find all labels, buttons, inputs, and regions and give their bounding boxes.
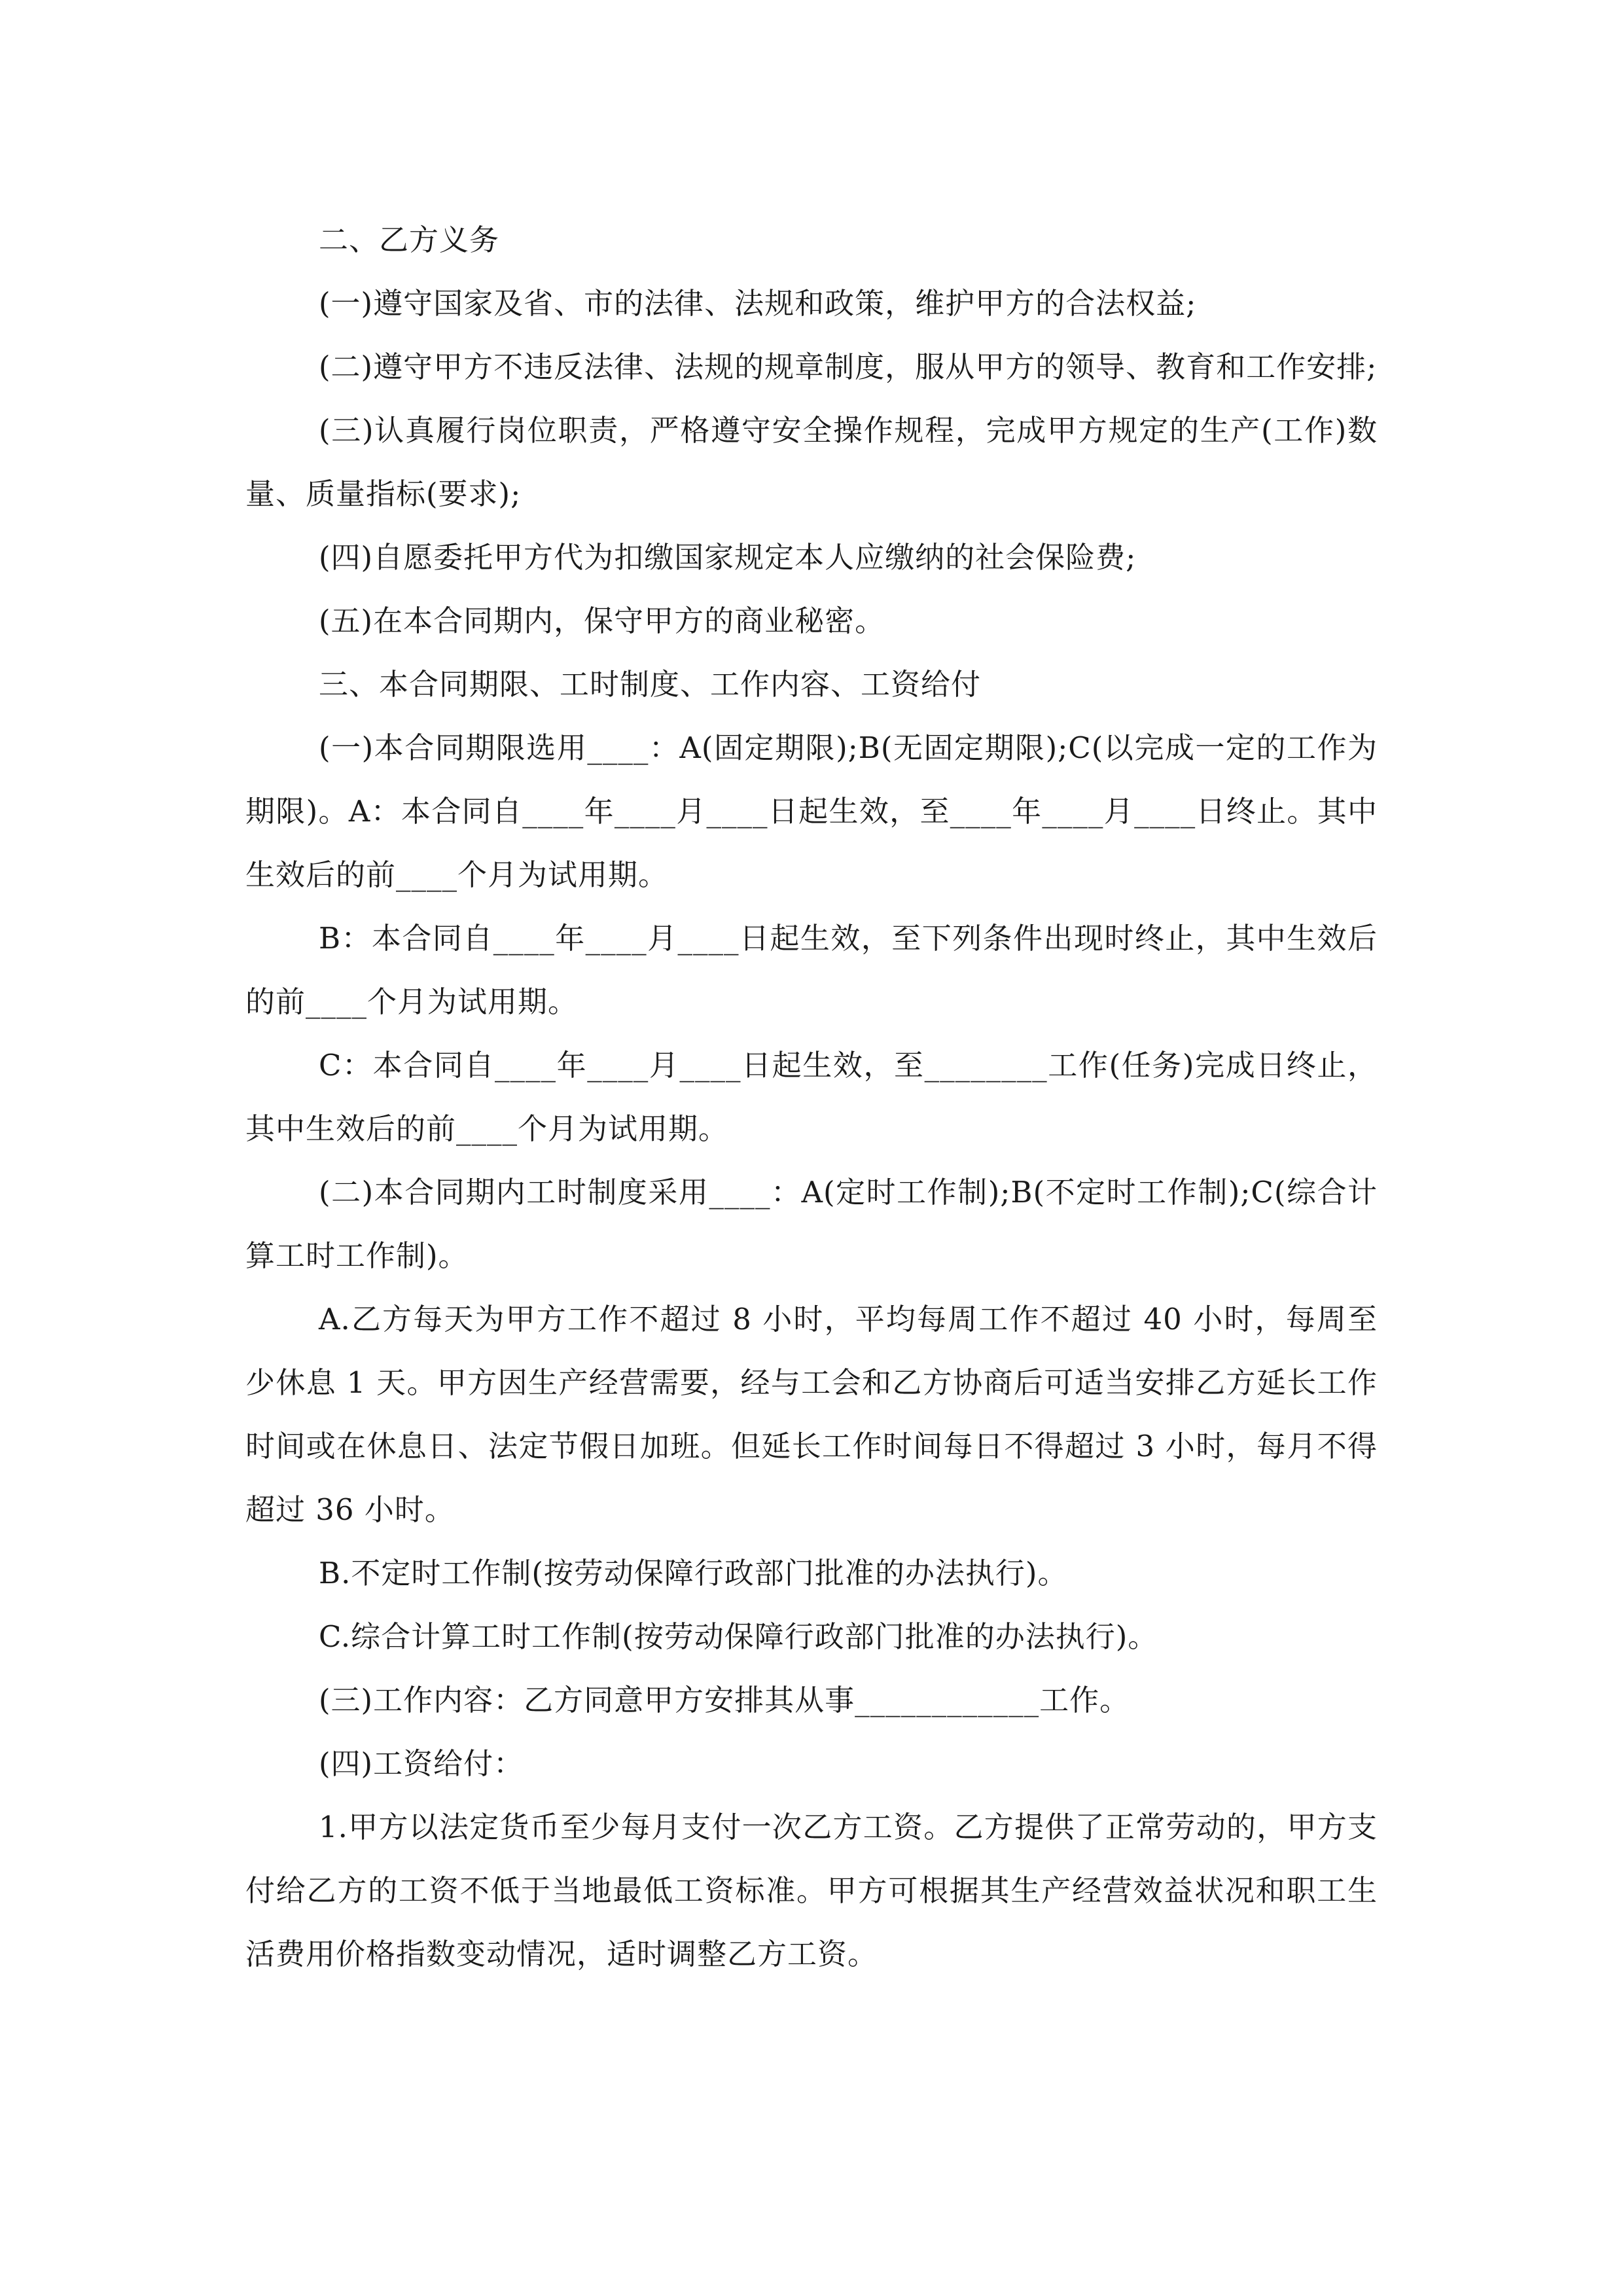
- contract-term-option-c: C：本合同自____年____月____日起生效，至________工作(任务)完成日终止，其中生效后的前____个月为试用期。: [245, 1048, 1378, 1146]
- working-hours-option-a: A.乙方每天为甲方工作不超过 8 小时，平均每周工作不超过 40 小时，每周至少休息 1 天。甲方因生产经营需要，经与工会和乙方协商后可适当安排乙方延长工作时间或在休息日、法定节假日加班。但延长工作时间每日不得超过 3 小时，每月不得超过 36 小时。: [245, 1302, 1378, 1527]
- obligation-item-5: (五)在本合同期内，保守甲方的商业秘密。: [319, 603, 885, 638]
- contract-term-clause: (一)本合同期限选用____：A(固定期限);B(无固定期限);C(以完成一定的工作为期限)。A：本合同自____年____月____日起生效，至____年____月____日终止。其中生效后的前____个月为试用期。: [245, 730, 1378, 892]
- contract-term-option-b: B：本合同自____年____月____日起生效，至下列条件出现时终止，其中生效后的前____个月为试用期。: [245, 921, 1378, 1019]
- work-content-clause: (三)工作内容：乙方同意甲方安排其从事____________工作。: [319, 1683, 1130, 1717]
- section-heading-contract-term: 三、本合同期限、工时制度、工作内容、工资给付: [319, 667, 982, 702]
- wage-payment-heading: (四)工资给付：: [319, 1746, 524, 1781]
- working-hours-clause: (二)本合同期内工时制度采用____：A(定时工作制);B(不定时工作制);C(综合计算工时工作制)。: [245, 1175, 1378, 1273]
- working-hours-option-b: B.不定时工作制(按劳动保障行政部门批准的办法执行)。: [319, 1556, 1068, 1590]
- obligation-item-1: (一)遵守国家及省、市的法律、法规和政策，维护甲方的合法权益;: [319, 286, 1197, 321]
- working-hours-option-c: C.综合计算工时工作制(按劳动保障行政部门批准的办法执行)。: [319, 1619, 1158, 1654]
- section-heading-party-b-obligations: 二、乙方义务: [319, 223, 500, 257]
- document-body: [245, 208, 1378, 1986]
- obligation-item-2: (二)遵守甲方不违反法律、法规的规章制度，服从甲方的领导、教育和工作安排;: [319, 350, 1378, 384]
- obligation-item-3: (三)认真履行岗位职责，严格遵守安全操作规程，完成甲方规定的生产(工作)数量、质量指标(要求);: [245, 413, 1378, 511]
- obligation-item-4: (四)自愿委托甲方代为扣缴国家规定本人应缴纳的社会保险费;: [319, 540, 1137, 575]
- wage-payment-item-1: 1.甲方以法定货币至少每月支付一次乙方工资。乙方提供了正常劳动的，甲方支付给乙方的工资不低于当地最低工资标准。甲方可根据其生产经营效益状况和职工生活费用价格指数变动情况，适时调整乙方工资。: [245, 1810, 1378, 1971]
